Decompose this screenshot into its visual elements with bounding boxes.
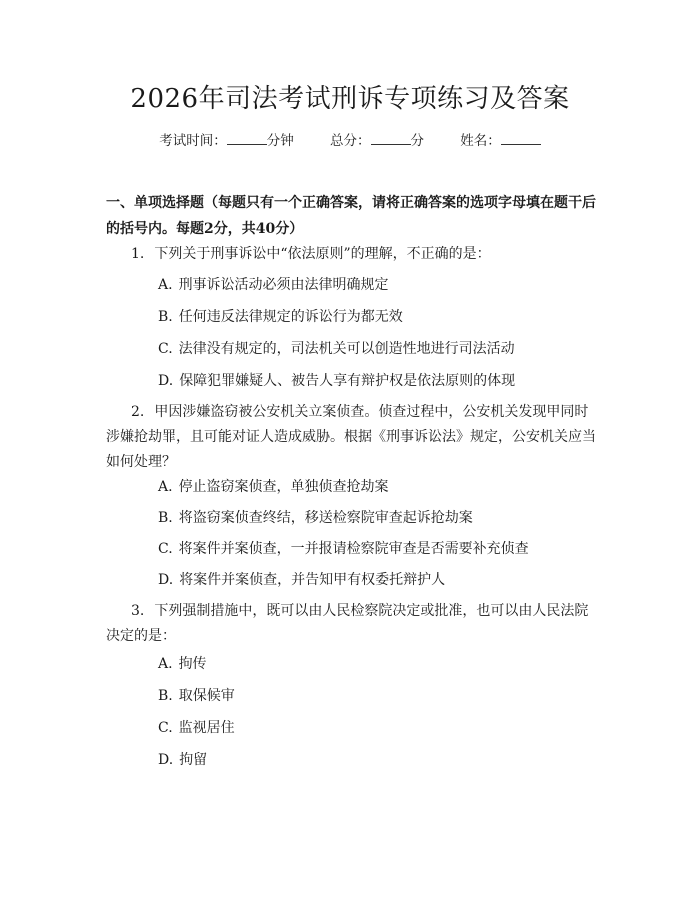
option-letter: C.	[158, 341, 173, 357]
score-blank	[371, 132, 411, 145]
question-number: 2.	[131, 404, 145, 420]
name-field	[460, 133, 541, 149]
option-text: 刑事诉讼活动必须由法律明确规定	[178, 277, 389, 293]
question-number: 1.	[131, 246, 145, 262]
name-label: 姓名：	[460, 133, 501, 149]
q1-option-d	[158, 370, 600, 392]
q1-option-c	[158, 338, 600, 360]
q1-option-a	[158, 274, 600, 296]
option-letter: D.	[158, 373, 174, 389]
option-text: 停止盗窃案侦查，单独侦查抢劫案	[178, 479, 389, 495]
option-text: 将盗窃案侦查终结，移送检察院审查起诉抢劫案	[178, 510, 473, 526]
q2-option-c	[158, 538, 600, 560]
q2-option-d	[158, 569, 600, 591]
time-label: 考试时间：	[159, 133, 227, 149]
option-text: 法律没有规定的，司法机关可以创造性地进行司法活动	[178, 341, 515, 357]
q3-option-a	[158, 653, 600, 675]
option-letter: B.	[158, 309, 173, 325]
q3-option-b	[158, 685, 600, 707]
option-letter: C.	[158, 720, 173, 736]
score-field	[330, 133, 424, 149]
score-label: 总分：	[330, 133, 371, 149]
option-letter: B.	[158, 688, 173, 704]
option-letter: D.	[158, 572, 174, 588]
option-letter: B.	[158, 510, 173, 526]
option-text: 将案件并案侦查，并告知甲有权委托辩护人	[179, 572, 446, 588]
question-stem: 下列强制措施中，既可以由人民检察院决定或批准，也可以由人民法院决定的是：	[106, 603, 589, 644]
time-unit: 分钟	[266, 133, 294, 149]
q3-option-c	[158, 717, 600, 739]
q2-option-a	[158, 476, 600, 498]
option-text: 任何违反法律规定的诉讼行为都无效	[178, 309, 403, 325]
time-field	[159, 133, 294, 149]
option-letter: A.	[158, 479, 173, 495]
option-text: 取保候审	[178, 688, 235, 704]
exam-meta	[0, 131, 700, 151]
question-3	[106, 599, 600, 649]
name-blank	[501, 132, 541, 145]
page-title: 2026年司法考试刑诉专项练习及答案	[130, 84, 570, 114]
section-heading: 一、单项选择题（每题只有一个正确答案，请将正确答案的选项字母填在题干后的括号内。每题2分，共40分）	[106, 195, 596, 237]
question-stem: 甲因涉嫌盗窃被公安机关立案侦查。侦查过程中，公安机关发现甲同时涉嫌抢劫罪，且可能对证人造成威胁。根据《刑事诉讼法》规定，公安机关应当如何处理？	[106, 404, 596, 470]
q3-option-d	[158, 749, 600, 771]
option-text: 拘留	[179, 752, 208, 768]
option-letter: D.	[158, 752, 174, 768]
option-text: 拘传	[178, 656, 207, 672]
score-unit: 分	[410, 133, 424, 149]
q2-option-b	[158, 507, 600, 529]
question-1	[106, 242, 600, 267]
option-letter: A.	[158, 277, 173, 293]
option-text: 保障犯罪嫌疑人、被告人享有辩护权是依法原则的体现	[179, 373, 516, 389]
question-2	[106, 400, 600, 475]
question-stem: 下列关于刑事诉讼中“依法原则”的理解，不正确的是：	[154, 246, 491, 262]
option-text: 将案件并案侦查，一并报请检察院审查是否需要补充侦查	[178, 541, 529, 557]
option-text: 监视居住	[178, 720, 235, 736]
option-letter: C.	[158, 541, 173, 557]
option-letter: A.	[158, 656, 173, 672]
time-blank	[227, 132, 267, 145]
question-number: 3.	[131, 603, 145, 619]
q1-option-b	[158, 306, 600, 328]
